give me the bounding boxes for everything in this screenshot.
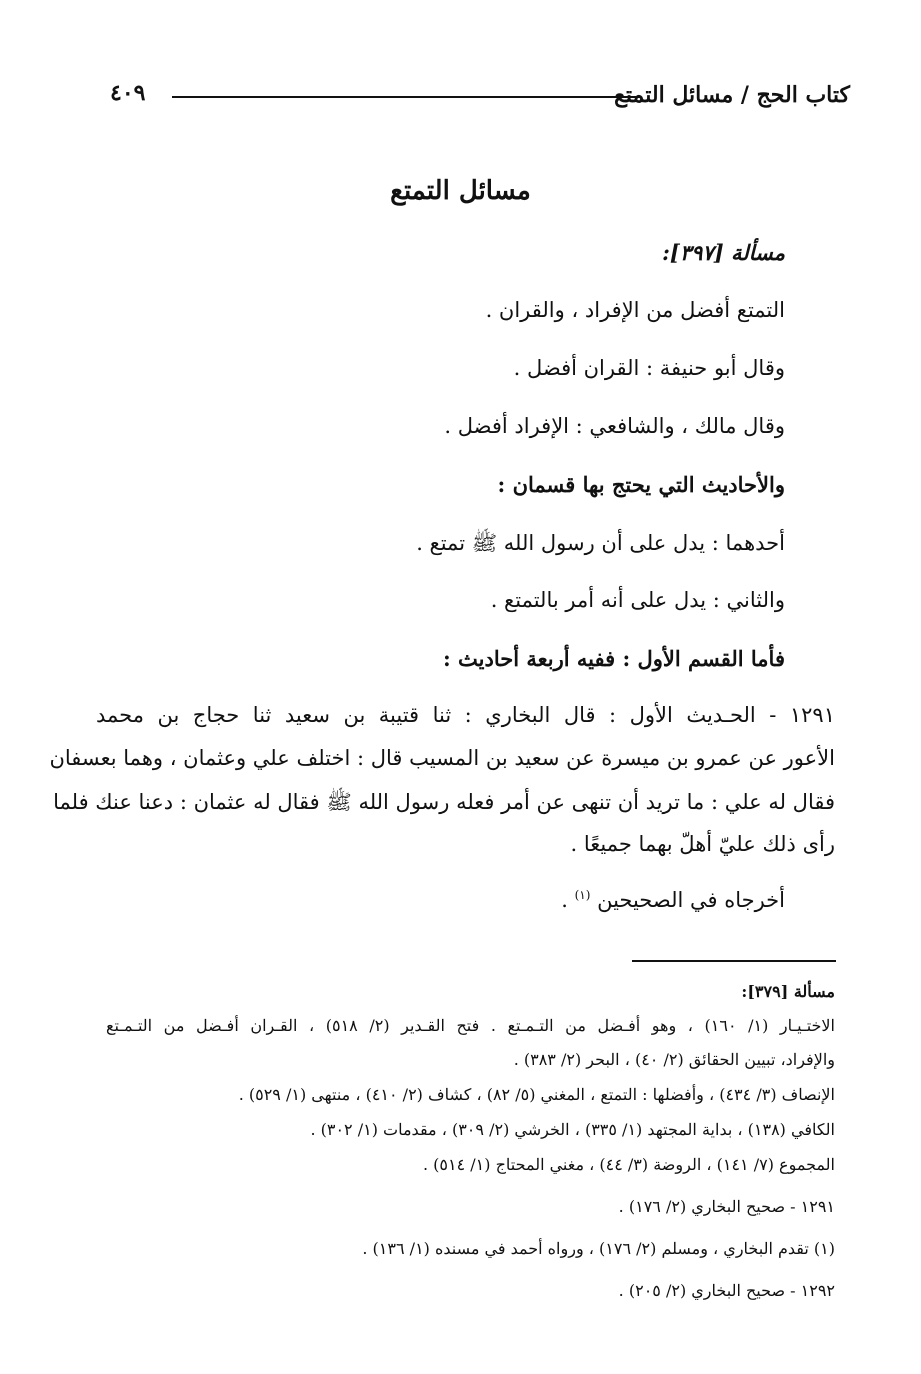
footnote-line-8: ١٢٩٢ - صحيح البخاري (٢/ ٢٠٥) .	[618, 1281, 835, 1300]
page-number: ٤٠٩	[110, 80, 146, 106]
hadith-line-1: ١٢٩١ - الحـديث الأول : قال البخاري : ثنا قتيبة بن سعيد ثنا حجاج بن محمد	[96, 703, 835, 727]
footnote-line-3: الإنصاف (٣/ ٤٣٤) ، وأفضلها : التمتع ، المغني (٥/ ٨٢) ، كشاف (٢/ ٤١٠) ، منتهى (١/ ٥٢٩) .	[238, 1085, 835, 1104]
footnote-line-7: (١) تقدم البخاري ، ومسلم (٢/ ١٧٦) ، ورواه أحمد في مسنده (١/ ١٣٦) .	[362, 1239, 835, 1258]
footnote-issue-label: مسألة [٣٧٩]:	[741, 982, 835, 1001]
takhrij-line	[561, 888, 785, 912]
hadith-line-4: رأى ذلك عليّ أهلّ بهما جميعًا .	[570, 832, 835, 856]
footnote-line-2: والإفراد، تبيين الحقائق (٢/ ٤٠) ، البحر (٢/ ٣٨٣) .	[513, 1050, 835, 1069]
body-line-3: وقال مالك ، والشافعي : الإفراد أفضل .	[444, 414, 785, 438]
running-title: كتاب الحج / مسائل التمتع	[614, 82, 850, 108]
takhrij-end: .	[561, 888, 568, 912]
header-rule	[172, 96, 640, 98]
body-line-5: أحدهما : يدل على أن رسول الله ﷺ تمتع .	[416, 531, 785, 555]
body-line-1: التمتع أفضل من الإفراد ، والقران .	[485, 298, 785, 322]
takhrij-text: أخرجاه في الصحيحين	[597, 888, 785, 912]
footnote-line-1: الاختـيـار (١/ ١٦٠) ، وهو أفـضل من التـمـتع . فتح القـدير (٢/ ٥١٨) ، القـران أفـضل من التـمـتع	[106, 1016, 835, 1035]
page-header	[110, 78, 850, 118]
body-line-7: فأما القسم الأول : ففيه أربعة أحاديث :	[442, 646, 785, 671]
footnote-line-4: الكافي (١٣٨) ، بداية المجتهد (١/ ٣٣٥) ، الخرشي (٢/ ٣٠٩) ، مقدمات (١/ ٣٠٢) .	[310, 1120, 835, 1139]
issue-heading: مسألة [٣٩٧]:	[662, 240, 785, 265]
footnote-line-5: المجموع (٧/ ١٤١) ، الروضة (٣/ ٤٤) ، مغني المحتاج (١/ ٥١٤) .	[422, 1155, 835, 1174]
footnote-line-6: ١٢٩١ - صحيح البخاري (٢/ ١٧٦) .	[618, 1197, 835, 1216]
hadith-line-3: فقال له علي : ما تريد أن تنهى عن أمر فعله رسول الله ﷺ فقال له عثمان : دعنا عنك فلما	[53, 790, 835, 814]
body-line-6: والثاني : يدل على أنه أمر بالتمتع .	[490, 588, 785, 612]
hadith-line-2: الأعور عن عمرو بن ميسرة عن سعيد بن المسيب قال : اختلف علي وعثمان ، وهما بعسفان	[49, 746, 835, 770]
body-line-4: والأحاديث التي يحتج بها قسمان :	[497, 472, 785, 497]
footnote-rule	[632, 960, 836, 962]
section-title: مسائل التمتع	[390, 176, 531, 206]
body-line-2: وقال أبو حنيفة : القران أفضل .	[513, 356, 785, 380]
footnote-ref: (١)	[574, 888, 591, 902]
